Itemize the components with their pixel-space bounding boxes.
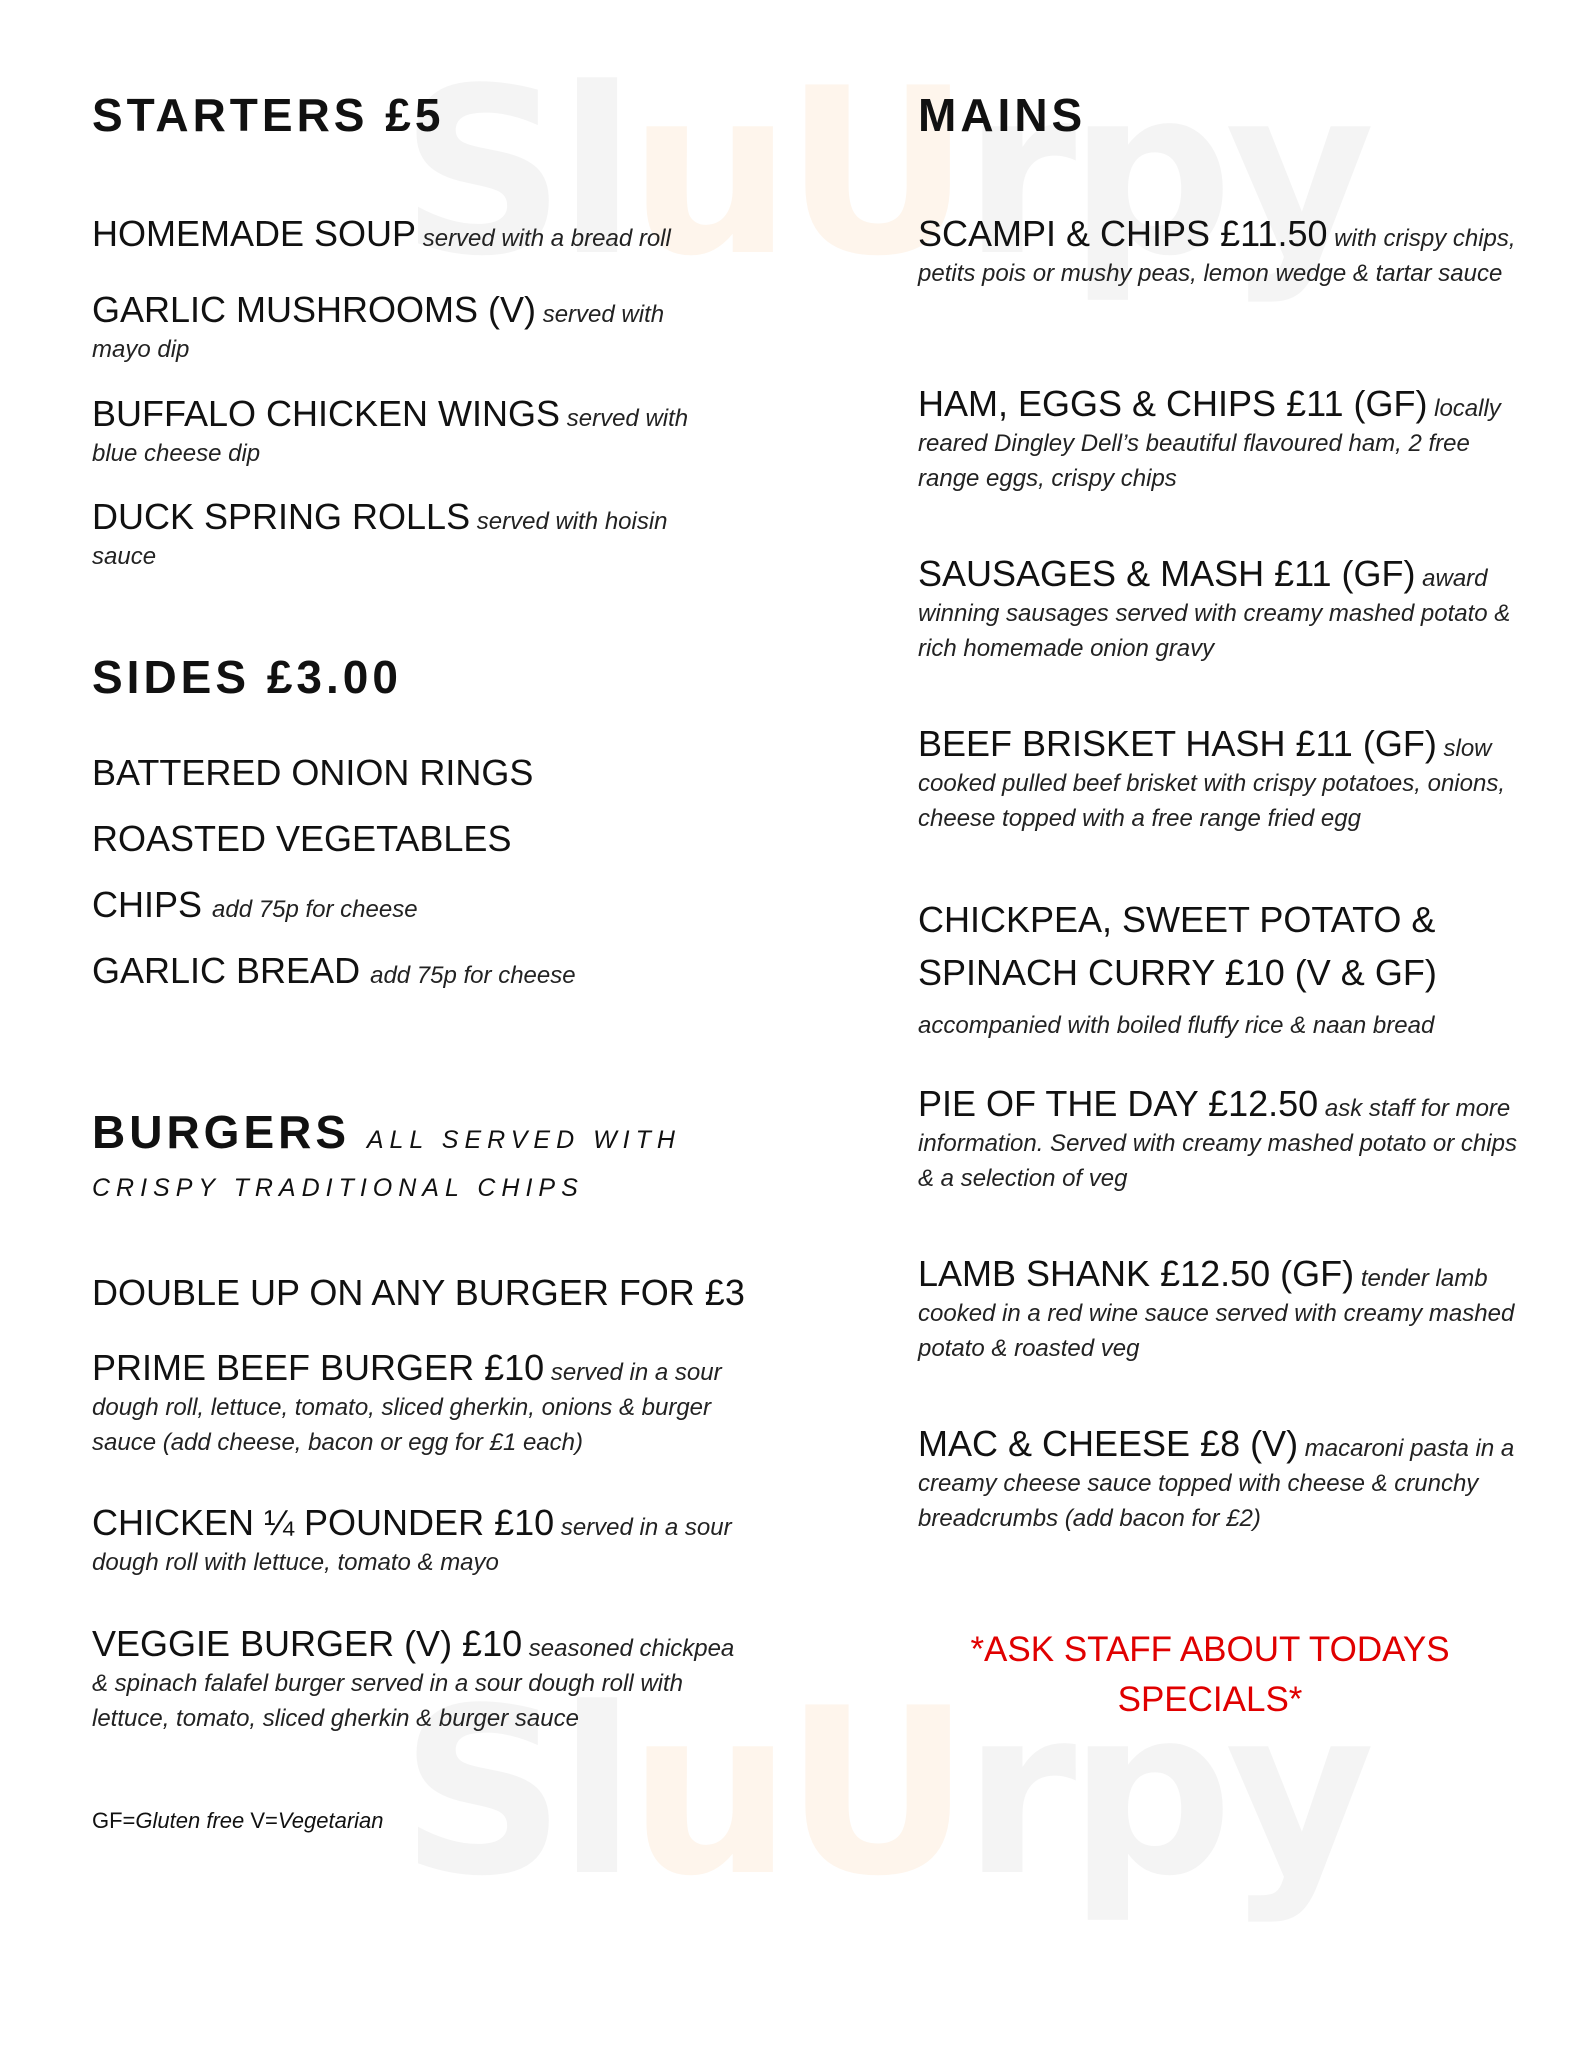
menu-item: BUFFALO CHICKEN WINGS served with blue cheese dip — [92, 393, 689, 467]
menu-item: PIE OF THE DAY £12.50 ask staff for more information. Served with creamy mashed potato or chips & a selection of veg — [918, 1083, 1517, 1192]
menu-item: CHICKEN ¼ POUNDER £10 served in a sour dough roll with lettuce, tomato & mayo — [92, 1502, 732, 1576]
side-item: GARLIC BREAD add 75p for cheese — [92, 950, 576, 991]
side-item: BATTERED ONION RINGS — [92, 752, 534, 793]
menu-item: HOMEMADE SOUP served with a bread roll — [92, 213, 671, 254]
menu-item: SCAMPI & CHIPS £11.50 with crispy chips, petits pois or mushy peas, lemon wedge & tartar sauce — [918, 213, 1516, 287]
sides-heading: SIDES £3.00 — [92, 651, 402, 703]
menu-item: HAM, EGGS & CHIPS £11 (GF) locally reared Dingley Dell’s beautiful flavoured ham, 2 free range eggs, crispy chips — [918, 383, 1501, 492]
slurpy-watermark: uU — [628, 1660, 964, 1927]
double-up-note: DOUBLE UP ON ANY BURGER FOR £3 — [92, 1272, 745, 1313]
slurpy-watermark: uU — [628, 40, 964, 307]
menu-item: LAMB SHANK £12.50 (GF) tender lamb cooked in a red wine sauce served with creamy mashed potato & roasted veg — [918, 1253, 1515, 1362]
dietary-legend: GF=Gluten free V=Vegetarian — [92, 1808, 384, 1833]
menu-item: VEGGIE BURGER (V) £10 seasoned chickpea & spinach falafel burger served in a sour dough roll with lettuce, tomato, sliced gherkin & burger sauce — [92, 1623, 735, 1732]
side-item: CHIPS add 75p for cheese — [92, 884, 418, 925]
menu-item: GARLIC MUSHROOMS (V) served with mayo dip — [92, 289, 665, 363]
menu-item: PRIME BEEF BURGER £10 served in a sour dough roll, lettuce, tomato, sliced gherkin, onions & burger sauce (add cheese, bacon or egg for £1 each) — [92, 1347, 722, 1456]
menu-item: BEEF BRISKET HASH £11 (GF) slow cooked pulled beef brisket with crispy potatoes, onions, cheese topped with a free range fried egg — [918, 723, 1506, 832]
burgers-heading: BURGERS ALL SERVED WITH CRISPY TRADITIONAL CHIPS — [92, 1106, 681, 1202]
starters-heading: STARTERS £5 — [92, 89, 445, 141]
side-item: ROASTED VEGETABLES — [92, 818, 512, 859]
mains-heading: MAINS — [918, 89, 1087, 141]
menu-item: CHICKPEA, SWEET POTATO & SPINACH CURRY £10 (V & GF) accompanied with boiled fluffy rice & naan bread — [918, 899, 1437, 1039]
menu-item: MAC & CHEESE £8 (V) macaroni pasta in a creamy cheese sauce topped with cheese & crunchy breadcrumbs (add bacon for £2) — [918, 1423, 1515, 1532]
menu-item: DUCK SPRING ROLLS served with hoisin sauce — [92, 496, 668, 570]
menu-item: SAUSAGES & MASH £11 (GF) award winning sausages served with creamy mashed potato & rich homemade onion gravy — [918, 553, 1511, 662]
specials-notice: *ASK STAFF ABOUT TODAYS SPECIALS* — [970, 1630, 1450, 1719]
